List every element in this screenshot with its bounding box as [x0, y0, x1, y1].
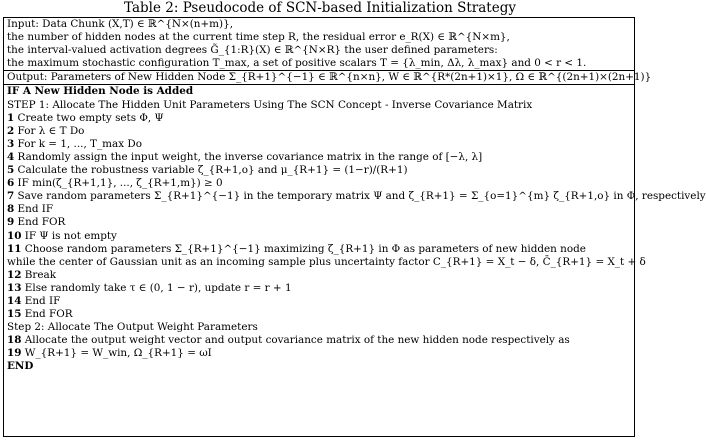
- line-number: 18: [7, 334, 22, 347]
- line-text: End FOR: [24, 308, 73, 321]
- line-number: 6: [7, 177, 15, 190]
- pseudocode-line: [4, 308, 634, 321]
- line-text: Save random parameters Σ_{R+1}^{−1} in the temporary matrix Ψ and ζ_{R+1} = Σ_{o=1}^{m} ζ_{R+1,o} in Φ, respectively: [17, 190, 706, 203]
- input-line-1: Input: Data Chunk (X,T) ∈ ℝ^{N×(n+m)},: [7, 18, 234, 30]
- line-number: 2: [7, 124, 15, 137]
- line-text: End IF: [17, 203, 54, 216]
- line-text: while the center of Gaussian unit as an incoming sample plus uncertainty factor C_{R+1} = X_t − δ, C̄_{R+1} = X_t + δ: [7, 255, 646, 268]
- pseudocode-line: [4, 151, 634, 164]
- pseudocode-line: [4, 125, 634, 138]
- line-text: Randomly assign the input weight, the inverse covariance matrix in the range of [−λ, λ]: [17, 150, 483, 163]
- line-number: 15: [7, 308, 22, 321]
- line-text: Choose random parameters Σ_{R+1}^{−1} maximizing ζ_{R+1} in Φ as parameters of new hidden node: [24, 242, 586, 255]
- pseudocode-line: [4, 164, 634, 177]
- pseudocode-line: [4, 334, 634, 347]
- input-line-4: the maximum stochastic configuration T_max, a set of positive scalars T = {λ_min, Δλ, λ_max} and 0 < r < 1.: [7, 57, 587, 70]
- line-number: 10: [7, 229, 22, 242]
- pseudocode-line: [4, 112, 634, 125]
- line-number: 19: [7, 347, 22, 360]
- pseudocode-line: [4, 360, 634, 373]
- input-line-3: the interval-valued activation degrees G̃_{1:R}(X) ∈ ℝ^{N×R} the user defined parameters:: [7, 44, 498, 57]
- line-number: 8: [7, 203, 15, 216]
- line-text: For k = 1, ..., T_max Do: [17, 137, 142, 150]
- line-text: IF A New Hidden Node is Added: [7, 85, 194, 98]
- line-number: 9: [7, 216, 15, 229]
- pseudocode-line: [4, 321, 634, 334]
- line-number: 3: [7, 137, 15, 150]
- line-number: 13: [7, 281, 22, 294]
- pseudocode-table: [3, 17, 706, 437]
- pseudocode-line: [4, 243, 634, 256]
- output-section: [4, 71, 652, 85]
- pseudocode-line: [4, 138, 634, 151]
- pseudocode-line: [4, 190, 706, 203]
- line-text: Calculate the robustness variable ζ_{R+1,o} and μ_{R+1} = (1−r)/(R+1): [17, 164, 408, 177]
- pseudocode-line: [4, 216, 634, 229]
- pseudocode-line: [4, 203, 634, 216]
- pseudocode-line: [4, 99, 634, 112]
- line-text: END: [7, 360, 34, 373]
- pseudocode-line: [4, 177, 634, 190]
- line-text: End IF: [24, 294, 61, 307]
- line-number: 11: [7, 242, 22, 255]
- line-number: 4: [7, 150, 15, 163]
- line-text: Break: [24, 268, 57, 281]
- line-text: IF min(ζ_{R+1,1}, ..., ζ_{R+1,m}) ≥ 0: [17, 177, 223, 190]
- table-caption: Table 2: Pseudocode of SCN-based Initialization Strategy: [124, 0, 516, 16]
- pseudocode-line: [4, 295, 634, 308]
- line-text: Allocate the output weight vector and output covariance matrix of the new hidden node respectively as: [24, 334, 570, 347]
- line-number: 12: [7, 268, 22, 281]
- output-line: Output: Parameters of New Hidden Node Σ_{R+1}^{−1} ∈ ℝ^{n×n}, W ∈ ℝ^{R*(2n+1)×1}, Ω ∈ ℝ^{(2n+1)×(2n+1)}: [7, 71, 652, 84]
- line-text: For λ ∈ T Do: [17, 124, 85, 137]
- pseudocode-line: [4, 230, 634, 243]
- pseudocode-line: [4, 269, 634, 282]
- input-section: [4, 18, 634, 71]
- line-number: 5: [7, 164, 15, 177]
- pseudocode-line: [4, 85, 634, 98]
- input-line-2: the number of hidden nodes at the current time step R, the residual error e_R(X) ∈ ℝ^{N×m},: [7, 31, 510, 44]
- line-text: Step 2: Allocate The Output Weight Parameters: [7, 321, 258, 334]
- line-text: STEP 1: Allocate The Hidden Unit Parameters Using The SCN Concept - Inverse Covariance Matrix: [7, 98, 533, 111]
- line-text: IF Ψ is not empty: [24, 229, 117, 242]
- line-text: Create two empty sets Φ, Ψ: [17, 111, 164, 124]
- line-text: Else randomly take τ ∈ (0, 1 − r), update r = r + 1: [24, 281, 292, 294]
- line-number: 1: [7, 111, 15, 124]
- line-text: W_{R+1} = W_win, Ω_{R+1} = ωI: [24, 347, 212, 360]
- pseudocode-line: [4, 282, 634, 295]
- steps-section: [4, 85, 706, 373]
- pseudocode-line: [4, 255, 646, 269]
- line-text: End FOR: [17, 216, 66, 229]
- line-number: 14: [7, 294, 22, 307]
- line-number: 7: [7, 190, 15, 203]
- pseudocode-line: [4, 347, 634, 360]
